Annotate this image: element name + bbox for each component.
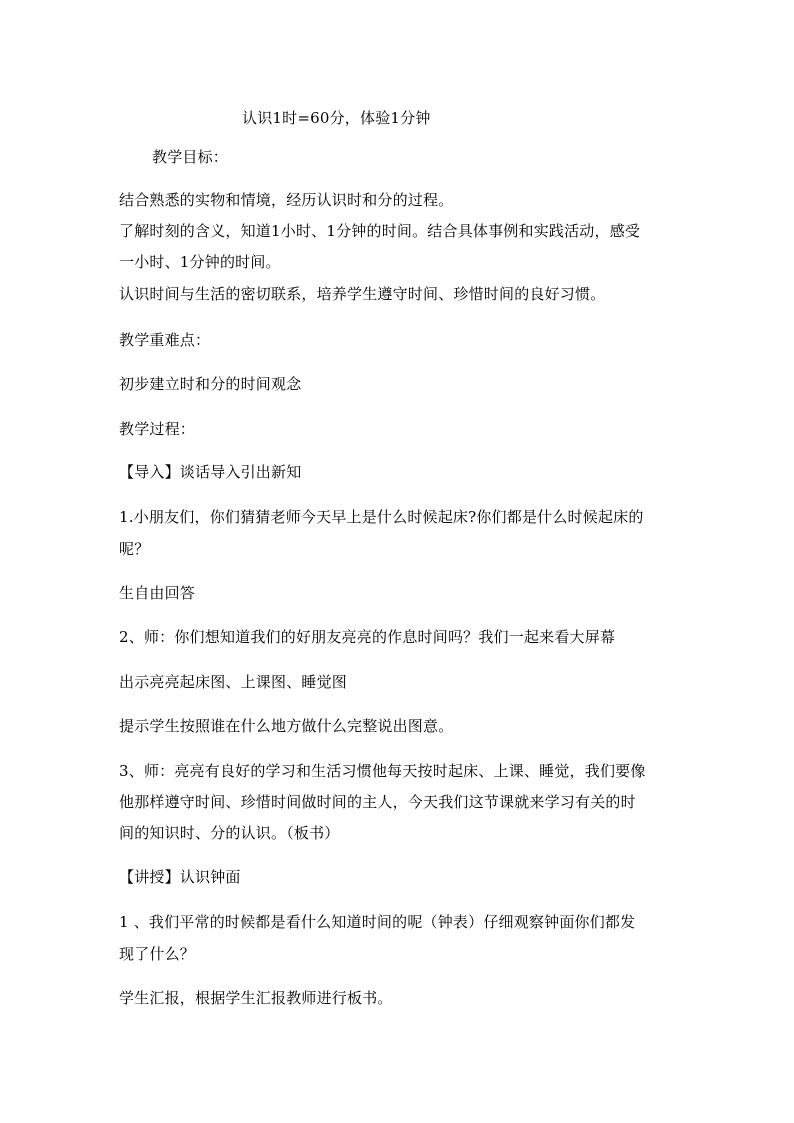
process-heading: 教学过程： <box>119 420 196 438</box>
intro-question-1-line-2: 呢？ <box>119 540 150 558</box>
intro-question-3-line-1: 3、师：亮亮有良好的学习和生活习惯他每天按时起床、上课、睡觉，我们要像 <box>119 762 646 780</box>
teach-question-1-line-2: 现了什么？ <box>119 945 196 963</box>
key-points-text: 初步建立时和分的时间观念 <box>119 375 302 393</box>
teach-question-1-line-1: 1 、我们平常的时候都是看什么知道时间的呢（钟表）仔细观察钟面你们都发 <box>119 913 636 931</box>
intro-answer: 生自由回答 <box>119 584 196 602</box>
intro-question-2: 2、师：你们想知道我们的好朋友亮亮的作息时间吗？我们一起来看大屏幕 <box>119 628 616 646</box>
intro-heading: 【导入】谈话导入引出新知 <box>119 463 302 481</box>
teach-report: 学生汇报，根据学生汇报教师进行板书。 <box>119 989 393 1007</box>
objective-line-1: 结合熟悉的实物和情境，经历认识时和分的过程。 <box>119 191 454 209</box>
intro-hint: 提示学生按照谁在什么地方做什么完整说出图意。 <box>119 717 454 735</box>
intro-question-3-line-2: 他那样遵守时间、珍惜时间做时间的主人，今天我们这节课就来学习有关的时 <box>119 793 636 811</box>
objective-line-2: 了解时刻的含义，知道1小时、1分钟的时间。结合具体事例和实践活动，感受 <box>119 222 641 240</box>
objective-line-4: 认识时间与生活的密切联系，培养学生遵守时间、珍惜时间的良好习惯。 <box>119 285 606 303</box>
objectives-heading: 教学目标： <box>152 148 229 166</box>
intro-question-3-line-3: 间的知识时、分的认识。（板书） <box>119 824 340 842</box>
document-title: 认识1时=60分，体验1分钟 <box>242 109 431 127</box>
intro-question-1-line-1: 1.小朋友们，你们猜猜老师今天早上是什么时候起床?你们都是什么时候起床的 <box>119 508 644 526</box>
objective-line-3: 一小时、1分钟的时间。 <box>119 253 281 271</box>
key-points-heading: 教学重难点： <box>119 331 211 349</box>
teach-heading: 【讲授】认识钟面 <box>119 868 241 886</box>
intro-show: 出示亮亮起床图、上课图、睡觉图 <box>119 673 348 691</box>
